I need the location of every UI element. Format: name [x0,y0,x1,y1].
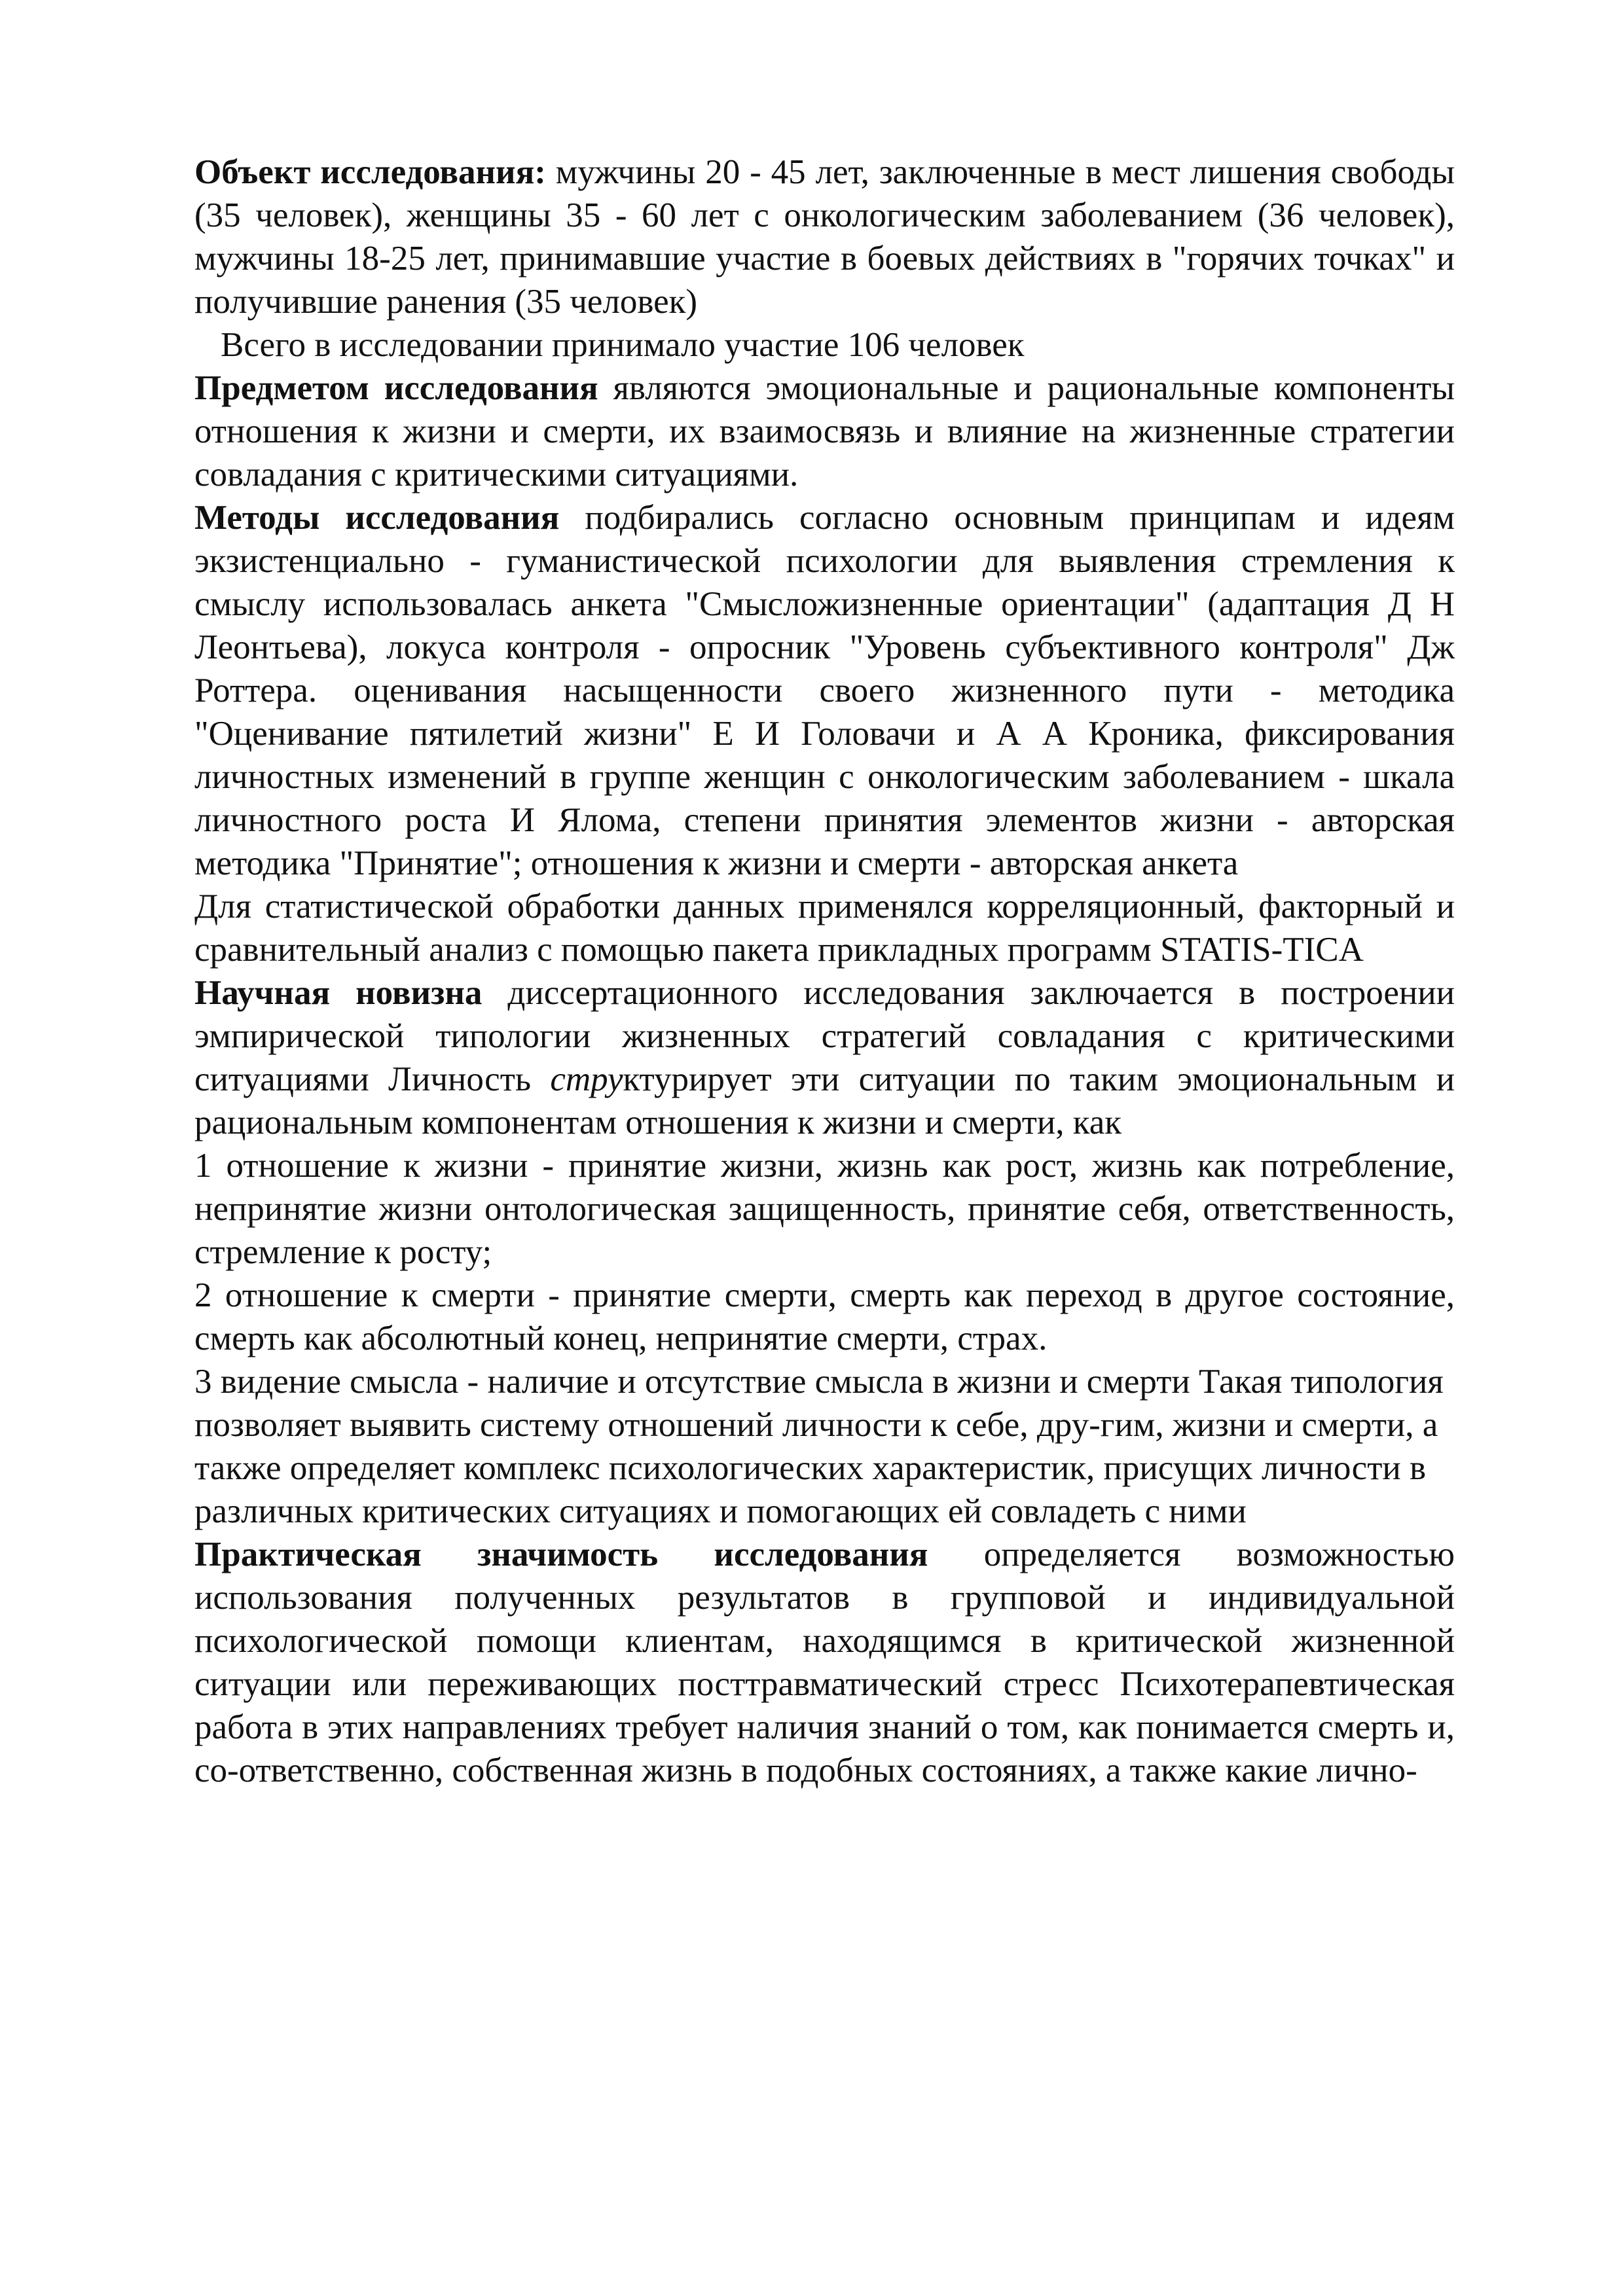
paragraph-statistics [194,885,1455,971]
novelty-heading: Научная новизна [194,974,483,1012]
document-page [194,151,1455,1792]
list-item-text: 1 отношение к жизни - принятие жизни, жизнь как рост, жизнь как потребление, непринятие жизни онтологическая защищенность, принятие себя, ответственность, стремление к росту; [194,1147,1455,1271]
practical-text: определяется возможностью использования полученных результатов в групповой и индивидуальной психологической помощи клиентам, находящимся в критической жизненной ситуации или переживающих посттравматический стресс Психотерапевтическая работа в этих направлениях требует наличия знаний о том, как понимается смерть и, со-ответственно, собственная жизнь в подобных состояниях, а также какие лично- [194,1535,1455,1789]
subject-heading: Предметом исследования [194,369,598,407]
list-item-text: 3 видение смысла - наличие и отсутствие смысла в жизни и смерти Такая типология позволяет выявить систему отношений личности к себе, дру-гим, жизни и смерти, а также определяет комплекс психологических характеристик, присущих личности в различных критических ситуациях и помогающих ей совладеть с ними [194,1363,1444,1530]
object-text: мужчины 20 - 45 лет, заключенные в мест лишения свободы (35 человек), женщины 35 - 60 лет с онкологическим заболеванием (36 человек), мужчины 18-25 лет, принимавшие участие в боевых действиях в "горячих точках" и получившие ранения (35 человек) [194,153,1455,321]
novelty-text-before: диссертационного исследования заключается в построении эмпирической типологии жизненных стратегий совладания с критическими ситуациями Личность [194,974,1455,1098]
list-item-1 [194,1144,1455,1274]
paragraph-total [194,323,1455,367]
methods-text: подбирались согласно основным принципам и идеям экзистенциально - гуманистической психологии для выявления стремления к смыслу использовалась анкета "Смысложизненные ориентации" (адаптация Д Н Леонтьева), локуса контроля - опросник "Уровень субъективного контроля" Дж Роттера. оценивания насыщенности своего жизненного пути - методика "Оценивание пятилетий жизни" Е И Головачи и А А Кроника, фиксирования личностных изменений в группе женщин с онкологическим заболеванием - шкала личностного роста И Ялома, степени принятия элементов жизни - авторская методика "Принятие"; отношения к жизни и смерти - авторская анкета [194,499,1455,882]
novelty-italic: стру [550,1060,623,1098]
paragraph-practical [194,1533,1455,1792]
practical-heading: Практическая значимость исследования [194,1535,928,1573]
paragraph-object [194,151,1455,323]
total-text: Всего в исследовании принимало участие 106 человек [221,326,1025,364]
novelty-text-after: ктурирует эти ситуации по таким эмоциональным и рациональным компонентам отношения к жизни и смерти, как [194,1060,1455,1141]
statistics-text: Для статистической обработки данных применялся корреляционный, факторный и сравнительный анализ с помощью пакета прикладных программ STATIS-TICA [194,888,1455,969]
subject-text: являются эмоциональные и рациональные компоненты отношения к жизни и смерти, их взаимосвязь и влияние на жизненные стратегии совладания с критическими ситуациями. [194,369,1455,493]
paragraph-novelty [194,971,1455,1144]
list-item-text: 2 отношение к смерти - принятие смерти, смерть как переход в другое состояние, смерть как абсолютный конец, непринятие смерти, страх. [194,1276,1455,1357]
list-item-2 [194,1274,1455,1360]
object-heading: Объект исследования: [194,153,546,191]
paragraph-methods [194,496,1455,885]
list-item-3 [194,1360,1455,1533]
methods-heading: Методы исследования [194,499,560,537]
paragraph-subject [194,367,1455,496]
